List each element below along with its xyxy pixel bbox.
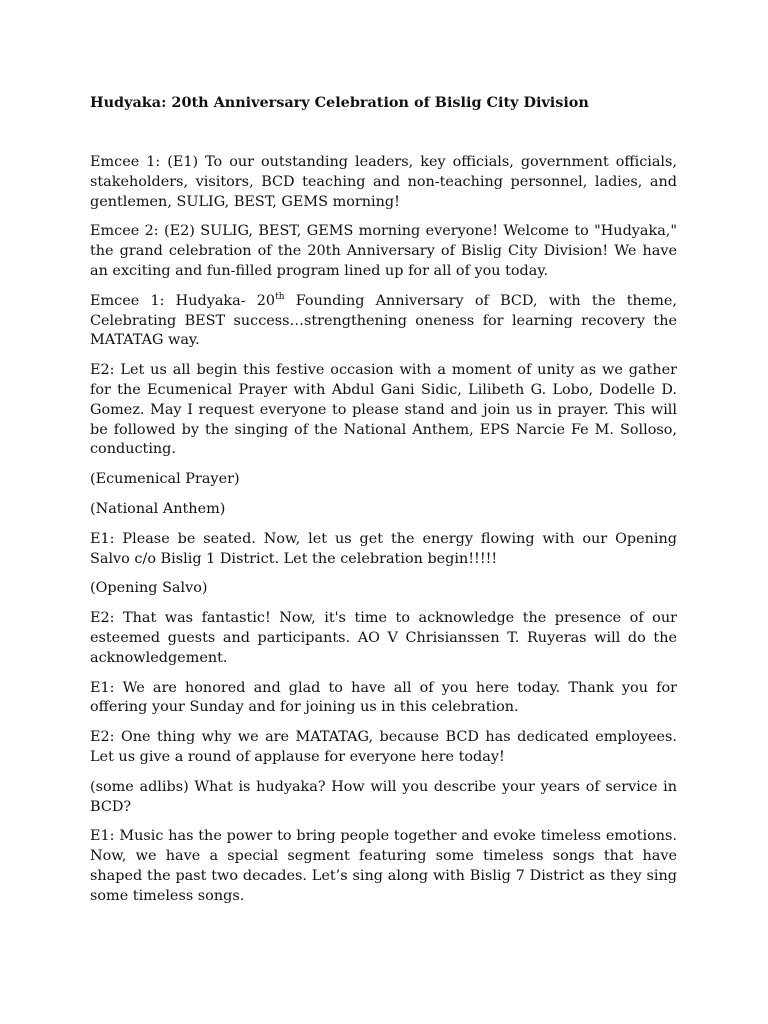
document-title: Hudyaka: 20th Anniversary Celebration of Bislig City Division (90, 94, 589, 111)
paragraph-emcee1-theme (90, 292, 677, 351)
ordinal-suffix: th (275, 291, 285, 302)
paragraph-e2-prayer-intro: E2: Let us all begin this festive occasion with a moment of unity as we gather for the Ecumenical Prayer with Abdul Gani Sidic, Lilibeth G. Lobo, Dodelle D. Gomez. May I request everyone to please stand and join us in prayer. This will be followed by the singing of the National Anthem, EPS Narcie Fe M. Solloso, conducting. (90, 362, 677, 458)
theme-text-end: Founding Anniversary of BCD, with the theme, Celebrating BEST success…strengthening oneness for learning recovery the MATATAG way. (90, 292, 677, 349)
paragraph-opening-salvo: (Opening Salvo) (90, 580, 208, 597)
paragraph-ecumenical-prayer: (Ecumenical Prayer) (90, 471, 240, 488)
paragraph-e1-music: E1: Music has the power to bring people together and evoke timeless emotions. Now, we have a special segment featuring some timeless songs that have shaped the past two decades. Let’s sing along with Bislig 7 District as they sing some timeless songs. (90, 828, 677, 904)
paragraph-emcee2-welcome: Emcee 2: (E2) SULIG, BEST, GEMS morning everyone! Welcome to "Hudyaka," the grand celebration of the 20th Anniversary of Bislig City Division! We have an exciting and fun-filled program lined up for all of you today. (90, 223, 677, 279)
paragraph-e2-applause: E2: One thing why we are MATATAG, because BCD has dedicated employees. Let us give a round of applause for everyone here today! (90, 729, 677, 765)
paragraph-national-anthem: (National Anthem) (90, 500, 226, 517)
paragraph-e1-opening-salvo-intro: E1: Please be seated. Now, let us get the energy flowing with our Opening Salvo c/o Bislig 1 District. Let the celebration begin!!!!! (90, 530, 677, 567)
paragraph-emcee1-greeting: Emcee 1: (E1) To our outstanding leaders, key officials, government officials, stakeholders, visitors, BCD teaching and non-teaching personnel, ladies, and gentlemen, SULIG, BEST, GEMS morning! (90, 154, 677, 210)
paragraph-adlibs: (some adlibs) What is hudyaka? How will you describe your years of service in BCD? (90, 778, 677, 815)
paragraph-e2-acknowledgement: E2: That was fantastic! Now, it's time to acknowledge the presence of our esteemed guests and participants. AO V Chrisianssen T. Ruyeras will do the acknowledgement. (90, 610, 677, 666)
paragraph-e1-thanks: E1: We are honored and glad to have all of you here today. Thank you for offering your Sunday and for joining us in this celebration. (90, 679, 677, 716)
theme-text-start: Emcee 1: Hudyaka- 20 (90, 292, 276, 309)
